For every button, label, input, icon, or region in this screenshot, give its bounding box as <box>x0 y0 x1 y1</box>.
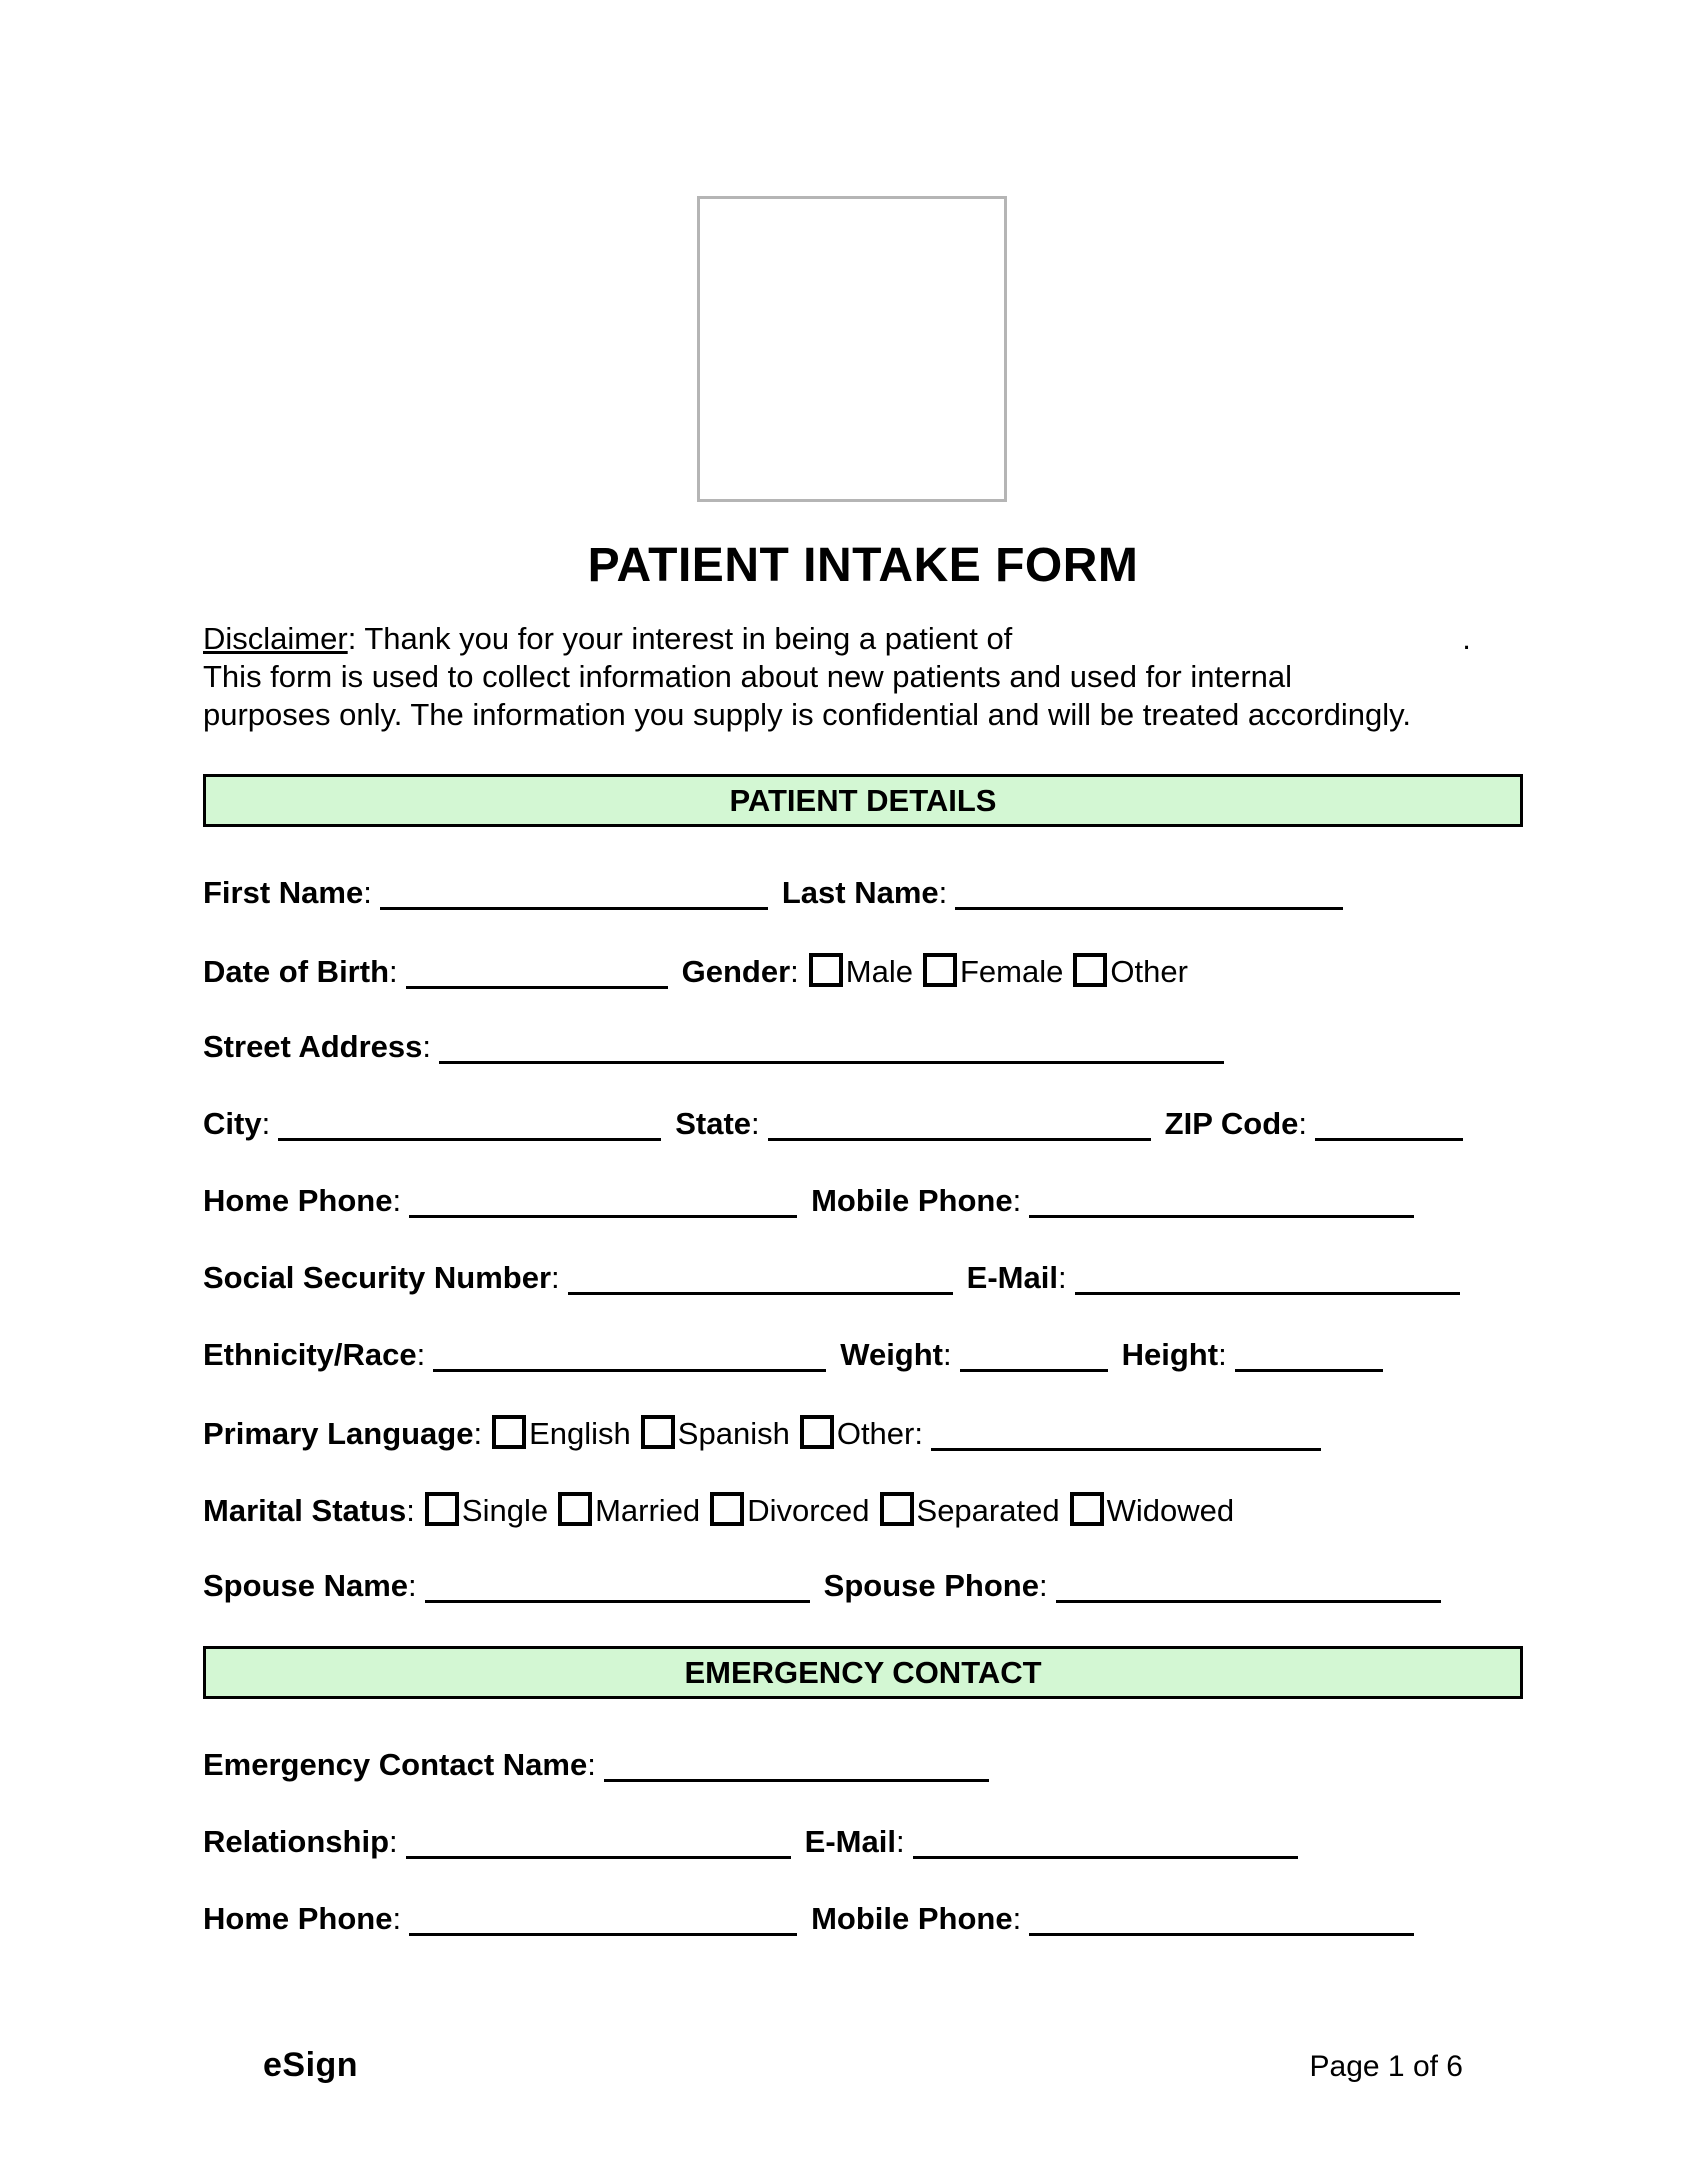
checkbox-female[interactable] <box>923 953 957 987</box>
blank-fill-line[interactable] <box>568 1266 953 1295</box>
label-marital-status: Marital Status <box>203 1493 407 1528</box>
label-colon: : <box>943 1337 952 1372</box>
checkbox-other[interactable] <box>800 1415 834 1449</box>
checkbox-label-male: Male <box>845 954 913 989</box>
emergency-contact-rows <box>203 1748 1523 1936</box>
checkbox-married[interactable] <box>558 1492 592 1526</box>
label-colon: : <box>416 1337 426 1372</box>
checkbox-label-english: English <box>529 1416 631 1451</box>
label-date-of-birth: Date of Birth <box>203 954 389 989</box>
form-row <box>203 1415 1523 1449</box>
page-footer <box>203 2046 1523 2085</box>
label-street-address: Street Address <box>203 1029 423 1064</box>
label-social-security-number: Social Security Number <box>203 1260 552 1295</box>
checkbox-label-widowed: Widowed <box>1106 1493 1235 1528</box>
disclaimer-line-2: This form is used to collect information about new patients and used for internal <box>203 659 1293 694</box>
section-patient-details <box>203 774 1523 1603</box>
form-row <box>203 953 1523 987</box>
label-colon: : <box>1218 1337 1227 1372</box>
blank-fill-line[interactable] <box>1029 1907 1414 1936</box>
label-height: Height <box>1121 1337 1219 1372</box>
label-colon: : <box>895 1824 905 1859</box>
blank-fill-line[interactable] <box>955 881 1343 910</box>
blank-fill-line[interactable] <box>278 1112 661 1141</box>
form-row <box>203 1107 1523 1141</box>
form-row <box>203 1338 1523 1372</box>
label-colon: : <box>551 1260 560 1295</box>
disclaimer-line1-period: . <box>1462 621 1471 656</box>
label-primary-language: Primary Language <box>203 1416 474 1451</box>
label-mobile-phone: Mobile Phone <box>811 1901 1013 1936</box>
checkbox-label-spanish: Spanish <box>677 1416 790 1451</box>
esign-logo: eSign <box>263 2046 359 2084</box>
page-title: PATIENT INTAKE FORM <box>587 539 1139 592</box>
label-colon: : <box>790 954 799 989</box>
label-home-phone: Home Phone <box>203 1901 393 1936</box>
checkbox-single[interactable] <box>425 1492 459 1526</box>
label-colon: : <box>751 1106 760 1141</box>
checkbox-other[interactable] <box>1073 953 1107 987</box>
blank-fill-line[interactable] <box>1235 1343 1383 1372</box>
label-colon: : <box>422 1029 432 1064</box>
label-e-mail: E-Mail <box>804 1824 896 1859</box>
label-state: State <box>675 1106 752 1141</box>
disclaimer-line-1 <box>203 620 1523 658</box>
label-colon: : <box>389 1824 398 1859</box>
blank-fill-line[interactable] <box>433 1343 826 1372</box>
label-gender: Gender <box>681 954 791 989</box>
form-row <box>203 1569 1523 1603</box>
label-colon: : <box>1012 1901 1022 1936</box>
blank-fill-line[interactable] <box>409 1189 797 1218</box>
disclaimer-line1-text: : Thank you for your interest in being a patient of <box>347 621 1013 656</box>
blank-fill-line[interactable] <box>425 1574 810 1603</box>
checkbox-spanish[interactable] <box>641 1415 675 1449</box>
checkbox-male[interactable] <box>809 953 843 987</box>
label-colon: : <box>914 1416 923 1451</box>
checkbox-label-other: Other <box>836 1416 915 1451</box>
checkbox-english[interactable] <box>492 1415 526 1449</box>
label-colon: : <box>408 1568 417 1603</box>
blank-fill-line[interactable] <box>931 1422 1321 1451</box>
blank-fill-line[interactable] <box>409 1907 797 1936</box>
label-colon: : <box>261 1106 271 1141</box>
label-colon: : <box>1012 1183 1022 1218</box>
form-row <box>203 1492 1523 1526</box>
blank-fill-line[interactable] <box>439 1035 1224 1064</box>
blank-fill-line[interactable] <box>406 960 668 989</box>
label-colon: : <box>587 1747 596 1782</box>
checkbox-separated[interactable] <box>880 1492 914 1526</box>
checkbox-label-married: Married <box>595 1493 701 1528</box>
blank-fill-line[interactable] <box>913 1830 1298 1859</box>
form-row <box>203 1184 1523 1218</box>
label-colon: : <box>473 1416 483 1451</box>
label-colon: : <box>363 875 372 910</box>
label-home-phone: Home Phone <box>203 1183 393 1218</box>
label-first-name: First Name <box>203 875 364 910</box>
label-weight: Weight <box>840 1337 943 1372</box>
logo-placeholder-box <box>697 196 1007 502</box>
label-last-name: Last Name <box>781 875 939 910</box>
blank-fill-line[interactable] <box>604 1753 989 1782</box>
label-ethnicity-race: Ethnicity/Race <box>203 1337 417 1372</box>
form-row <box>203 1825 1523 1859</box>
checkbox-label-other: Other <box>1110 954 1188 989</box>
label-e-mail: E-Mail <box>966 1260 1058 1295</box>
label-zip-code: ZIP Code <box>1164 1106 1299 1141</box>
checkbox-widowed[interactable] <box>1070 1492 1104 1526</box>
label-city: City <box>203 1106 262 1141</box>
label-colon: : <box>389 954 398 989</box>
disclaimer-word: Disclaimer <box>203 621 348 656</box>
label-colon: : <box>938 875 948 910</box>
patient-details-rows <box>203 876 1523 1603</box>
label-colon: : <box>406 1493 415 1528</box>
disclaimer-line-3: purposes only. The information you supply is confidential and will be treated accordingly. <box>203 697 1411 732</box>
blank-fill-line[interactable] <box>1029 1189 1414 1218</box>
section-header-emergency-contact: EMERGENCY CONTACT <box>203 1646 1523 1699</box>
blank-fill-line[interactable] <box>960 1343 1108 1372</box>
label-colon: : <box>1038 1568 1048 1603</box>
form-row <box>203 1902 1523 1936</box>
blank-fill-line[interactable] <box>768 1112 1151 1141</box>
form-row <box>203 1030 1523 1064</box>
label-colon: : <box>1298 1106 1308 1141</box>
section-emergency-contact <box>203 1646 1523 1936</box>
blank-fill-line[interactable] <box>1315 1112 1463 1141</box>
disclaimer <box>203 620 1523 734</box>
label-spouse-phone: Spouse Phone <box>823 1568 1039 1603</box>
blank-fill-line[interactable] <box>1056 1574 1441 1603</box>
label-colon: : <box>1057 1260 1067 1295</box>
checkbox-label-divorced: Divorced <box>747 1493 870 1528</box>
page-number: Page 1 of 6 <box>1309 2050 1463 2083</box>
blank-fill-line[interactable] <box>406 1830 791 1859</box>
form-row <box>203 876 1523 910</box>
blank-fill-line[interactable] <box>1075 1266 1460 1295</box>
form-row <box>203 1261 1523 1295</box>
label-emergency-contact-name: Emergency Contact Name <box>203 1747 588 1782</box>
label-colon: : <box>392 1901 402 1936</box>
section-header-patient-details: PATIENT DETAILS <box>203 774 1523 827</box>
label-spouse-name: Spouse Name <box>203 1568 409 1603</box>
label-mobile-phone: Mobile Phone <box>811 1183 1013 1218</box>
label-colon: : <box>392 1183 402 1218</box>
checkbox-divorced[interactable] <box>710 1492 744 1526</box>
checkbox-label-separated: Separated <box>916 1493 1060 1528</box>
label-relationship: Relationship <box>203 1824 390 1859</box>
blank-fill-line[interactable] <box>380 881 768 910</box>
checkbox-label-single: Single <box>461 1493 549 1528</box>
form-row <box>203 1748 1523 1782</box>
checkbox-label-female: Female <box>959 954 1064 989</box>
